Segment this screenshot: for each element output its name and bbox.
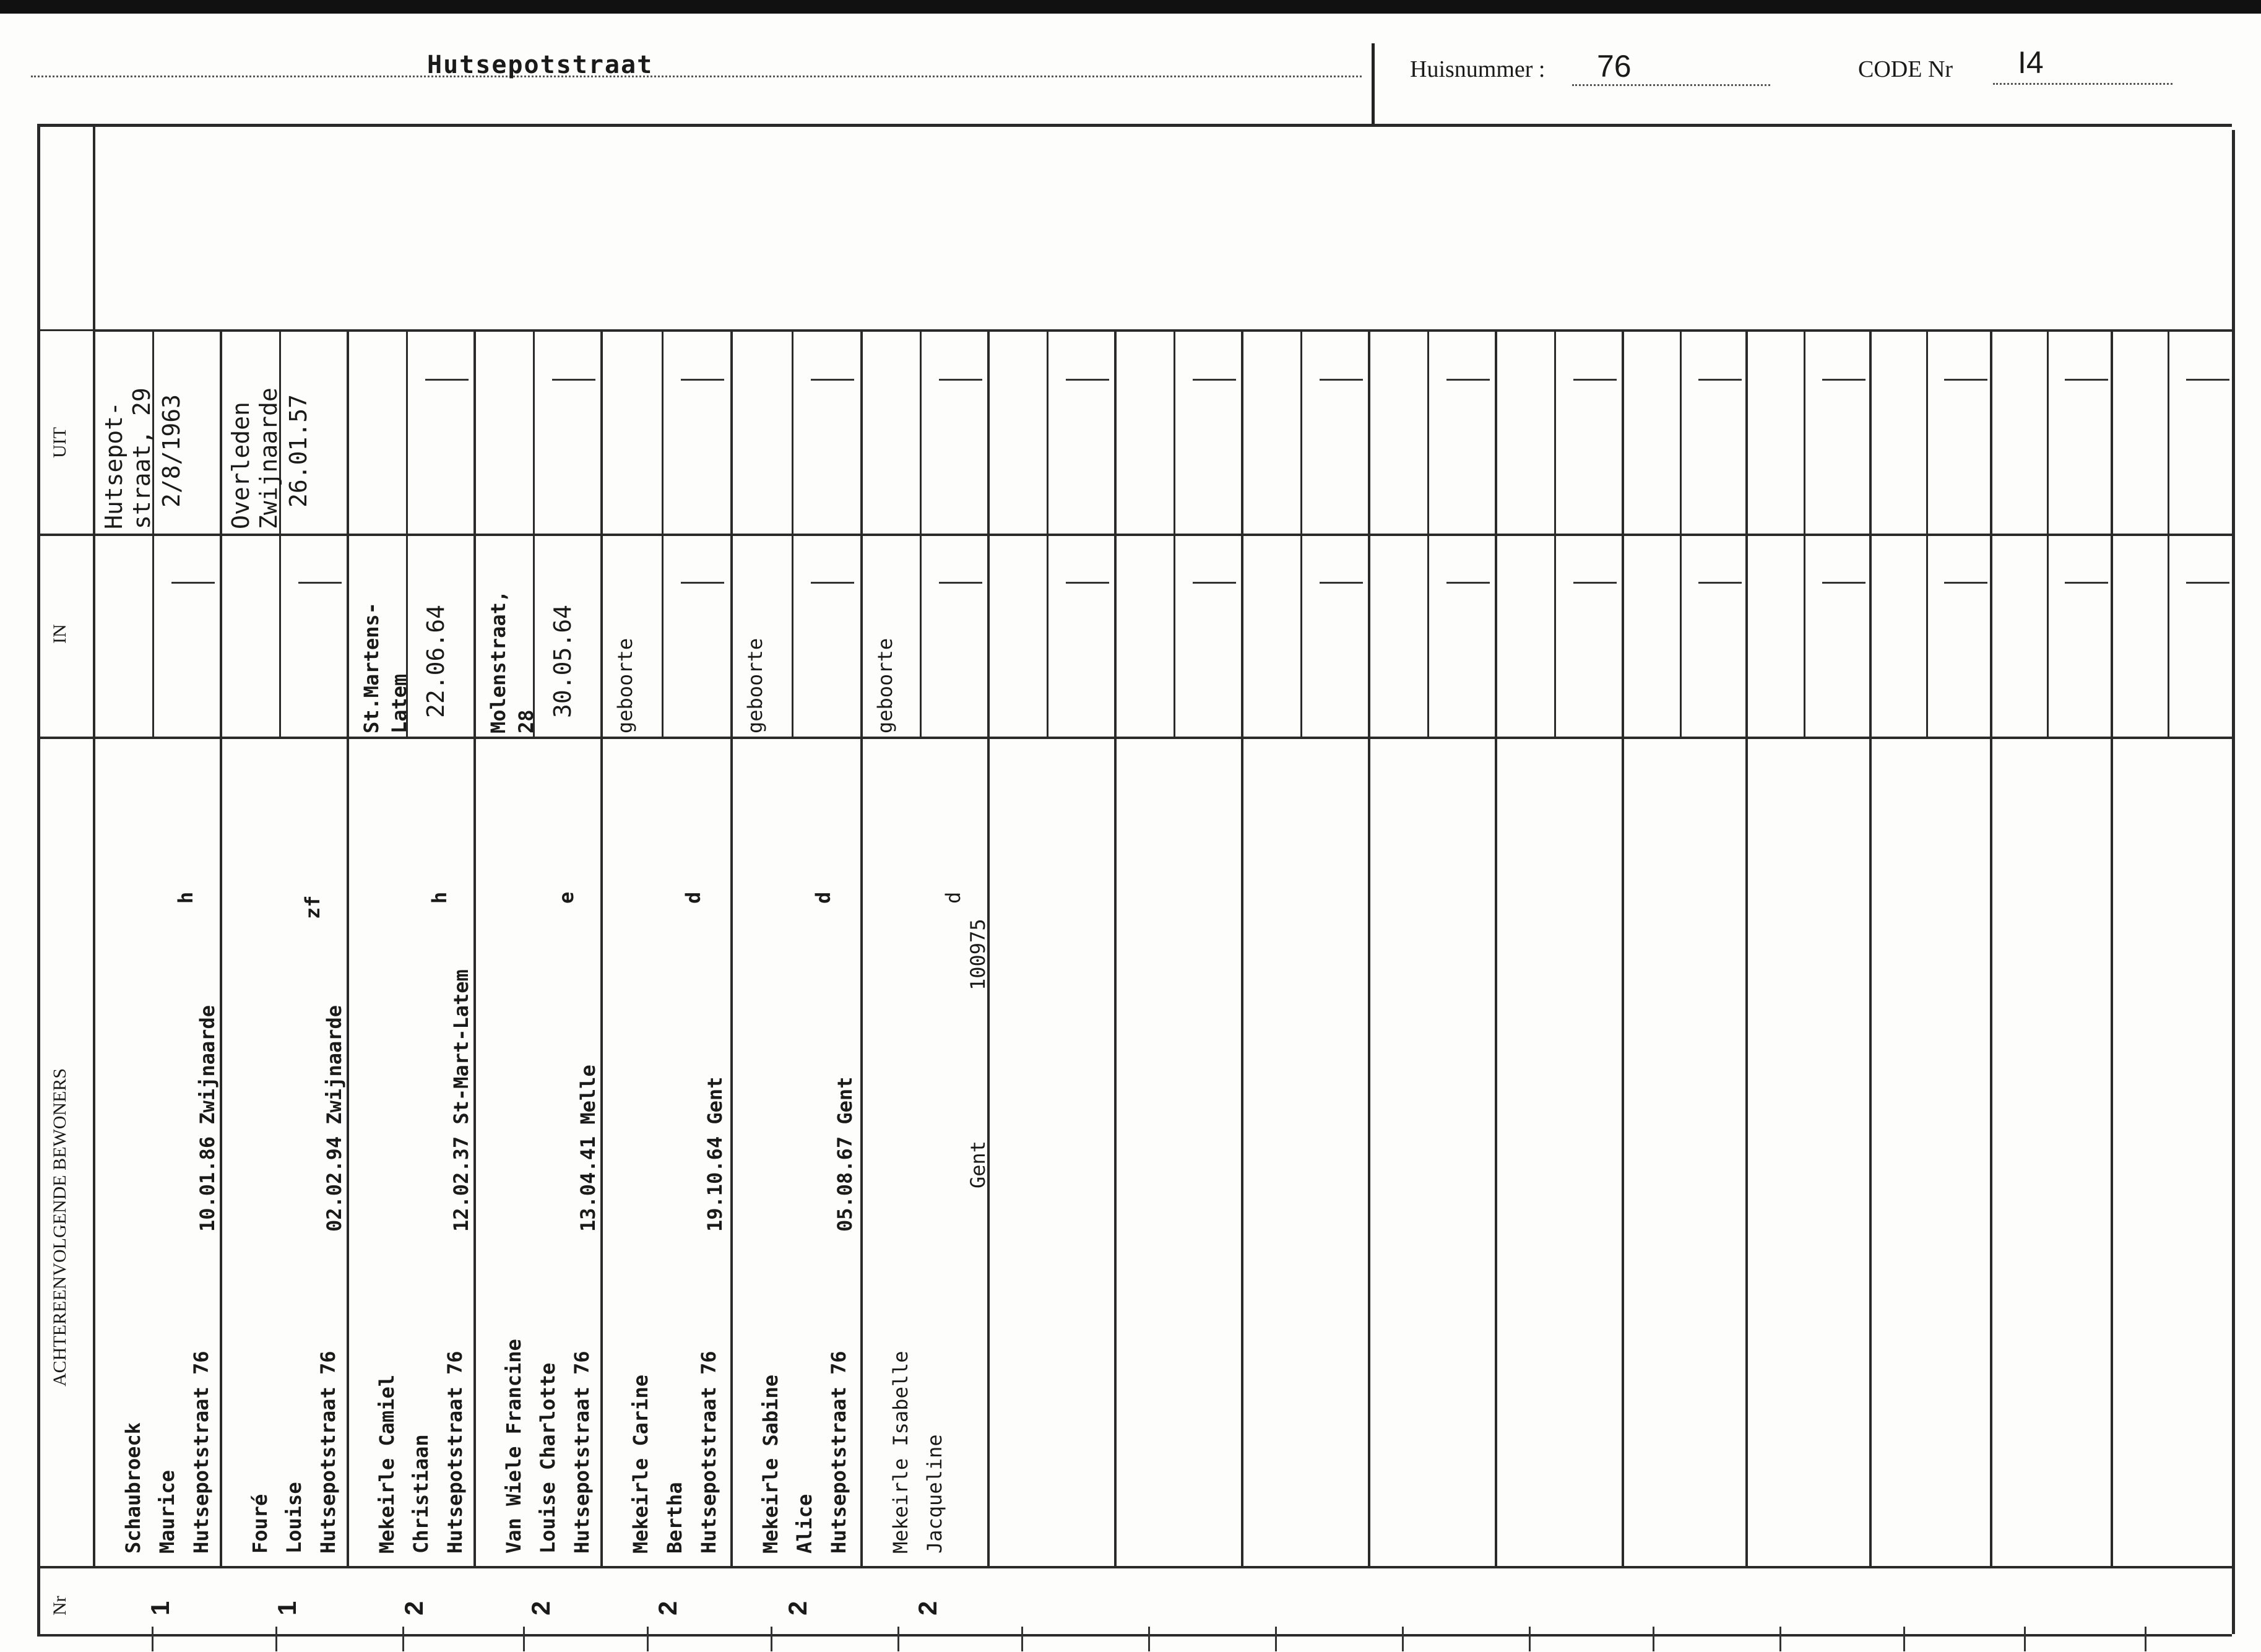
- bottom-tick: [2145, 1627, 2146, 1651]
- header-divider: [1372, 43, 1375, 124]
- bottom-tick: [1275, 1627, 1277, 1651]
- empty-cell-dash: [1066, 582, 1109, 584]
- resident-code: zf: [301, 895, 324, 919]
- resident-code: h: [174, 891, 197, 904]
- uit-date: 2/8/1963: [158, 394, 185, 508]
- frame-right: [2232, 130, 2235, 1634]
- frame-left: [37, 124, 40, 1634]
- bottom-tick: [1148, 1627, 1150, 1651]
- divider-top-uit-left: [37, 329, 93, 331]
- label-col-divider: [93, 124, 95, 1566]
- resident-name-line: Mekeirle Isabelle: [889, 1351, 912, 1554]
- label-in: IN: [50, 624, 70, 644]
- empty-cell-dash: [1066, 379, 1109, 381]
- sub-column-divider: [1174, 329, 1175, 737]
- bottom-tick: [897, 1627, 899, 1651]
- empty-cell-dash: [552, 379, 595, 381]
- sub-column-divider: [1804, 329, 1805, 737]
- column-divider: [1622, 329, 1624, 1567]
- column-divider: [860, 329, 863, 1567]
- resident-name-line: Maurice: [155, 1470, 179, 1554]
- empty-cell-dash: [1573, 379, 1617, 381]
- in-place-line: geboorte: [743, 638, 767, 733]
- empty-cell-dash: [681, 379, 724, 381]
- frame-top: [37, 124, 2232, 127]
- column-divider: [1869, 329, 1872, 1567]
- empty-cell-dash: [1944, 582, 1987, 584]
- divider-uit-in: [37, 534, 2232, 536]
- resident-birth-date: 100975: [966, 919, 990, 990]
- resident-name-line: Christiaan: [409, 1434, 433, 1554]
- street-dotted-line: [31, 76, 1362, 77]
- resident-name-line: Hutsepotstraat 76: [570, 1351, 594, 1554]
- column-divider: [730, 329, 733, 1567]
- column-divider: [1495, 329, 1497, 1567]
- bottom-tick: [402, 1627, 404, 1651]
- sub-column-divider: [1680, 329, 1682, 737]
- code-value: I4: [2018, 45, 2044, 80]
- resident-birth: 19.10.64 Gent: [703, 1076, 727, 1232]
- empty-cell-dash: [2186, 379, 2229, 381]
- bottom-tick: [275, 1627, 277, 1651]
- huisnummer-dotted-line: [1572, 84, 1770, 86]
- uit-place-line: straat, 29: [128, 387, 155, 529]
- sub-column-divider: [2047, 329, 2049, 737]
- empty-cell-dash: [1193, 379, 1236, 381]
- label-nr: Nr: [50, 1596, 70, 1615]
- resident-name-line: Mekeirle Sabine: [759, 1375, 782, 1554]
- sub-column-divider: [533, 329, 535, 737]
- resident-name-line: Hutsepotstraat 76: [316, 1351, 340, 1554]
- sub-column-divider: [662, 329, 664, 737]
- resident-nr: 2: [783, 1601, 812, 1615]
- in-place-line: geboorte: [873, 638, 897, 733]
- huisnummer-label: Huisnummer :: [1410, 56, 1546, 82]
- resident-birth: 10.01.86 Zwijnaarde: [196, 1005, 219, 1232]
- in-place-line: geboorte: [613, 638, 637, 733]
- bottom-tick: [1402, 1627, 1404, 1651]
- uit-place-line: Zwijnaarde: [255, 387, 282, 529]
- bottom-tick: [1653, 1627, 1654, 1651]
- label-bewoners: ACHTEREENVOLGENDE BEWONERS: [50, 1068, 70, 1386]
- bottom-tick: [1021, 1627, 1023, 1651]
- resident-nr: 1: [272, 1601, 301, 1615]
- uit-place-line: Overleden: [227, 402, 254, 529]
- divider-in-bewoners: [37, 737, 2232, 739]
- code-dotted-line: [1993, 83, 2172, 85]
- label-uit: UIT: [50, 427, 70, 458]
- sub-column-divider: [792, 329, 793, 737]
- resident-name-line: Hutsepotstraat 76: [827, 1351, 850, 1554]
- empty-cell-dash: [2065, 582, 2108, 584]
- bottom-tick: [1779, 1627, 1781, 1651]
- resident-name-line: Hutsepotstraat 76: [443, 1351, 467, 1554]
- resident-name-line: Bertha: [663, 1482, 686, 1554]
- resident-name-line: Hutsepotstraat 76: [189, 1351, 213, 1554]
- sub-column-divider: [920, 329, 922, 737]
- bottom-tick: [2024, 1627, 2026, 1651]
- in-place-line: St.Martens-: [360, 602, 383, 733]
- sub-column-divider: [1047, 329, 1048, 737]
- column-divider: [1114, 329, 1117, 1567]
- empty-cell-dash: [1944, 379, 1987, 381]
- empty-cell-dash: [1698, 582, 1742, 584]
- bottom-tick: [1529, 1627, 1531, 1651]
- in-place-line: 28: [514, 709, 538, 733]
- resident-birth: 05.08.67 Gent: [833, 1076, 857, 1232]
- empty-cell-dash: [1822, 582, 1865, 584]
- resident-code: d: [681, 891, 705, 904]
- empty-cell-dash: [1698, 379, 1742, 381]
- resident-name-line: Fouré: [248, 1494, 272, 1554]
- empty-cell-dash: [1446, 379, 1490, 381]
- in-place-line: Molenstraat,: [486, 590, 510, 733]
- empty-cell-dash: [2186, 582, 2229, 584]
- sub-column-divider: [1926, 329, 1928, 737]
- column-divider: [600, 329, 603, 1567]
- resident-code: d: [941, 891, 965, 904]
- empty-cell-dash: [939, 379, 982, 381]
- bottom-tick: [523, 1627, 525, 1651]
- column-divider: [1990, 329, 1992, 1567]
- empty-cell-dash: [171, 582, 215, 584]
- bottom-tick: [647, 1627, 649, 1651]
- empty-cell-dash: [1193, 582, 1236, 584]
- sub-column-divider: [1300, 329, 1302, 737]
- sub-column-divider: [1427, 329, 1429, 737]
- resident-birth: Gent: [966, 1140, 990, 1188]
- resident-code: d: [811, 891, 835, 904]
- top-edge-bar: [0, 0, 2261, 14]
- resident-nr: 2: [913, 1601, 942, 1615]
- column-divider: [1241, 329, 1243, 1567]
- resident-name-line: Van Wiele Francine: [502, 1339, 525, 1554]
- column-divider: [473, 329, 476, 1567]
- column-divider: [1368, 329, 1370, 1567]
- column-divider: [347, 329, 349, 1567]
- resident-code: e: [555, 891, 578, 904]
- sub-column-divider: [1554, 329, 1556, 737]
- resident-name-line: Schaubroeck: [121, 1422, 145, 1554]
- resident-birth: 02.02.94 Zwijnaarde: [322, 1005, 346, 1232]
- street-name: Hutsepotstraat: [427, 51, 654, 79]
- bottom-tick: [1903, 1627, 1905, 1651]
- resident-nr: 1: [145, 1601, 175, 1615]
- column-divider: [1745, 329, 1748, 1567]
- empty-cell-dash: [939, 582, 982, 584]
- code-label: CODE Nr: [1858, 56, 1953, 82]
- uit-place-line: Hutsepot-: [100, 402, 128, 529]
- empty-cell-dash: [811, 379, 854, 381]
- empty-cell-dash: [425, 379, 469, 381]
- empty-cell-dash: [1320, 379, 1363, 381]
- column-divider: [220, 329, 222, 1567]
- empty-cell-dash: [1573, 582, 1617, 584]
- bottom-tick: [771, 1627, 772, 1651]
- in-date: 30.05.64: [549, 604, 576, 718]
- bottom-tick: [152, 1627, 153, 1651]
- empty-cell-dash: [1320, 582, 1363, 584]
- resident-birth: 12.02.37 St-Mart-Latem: [449, 969, 473, 1232]
- resident-name-line: Mekeirle Camiel: [375, 1375, 399, 1554]
- empty-cell-dash: [1822, 379, 1865, 381]
- resident-birth: 13.04.41 Melle: [576, 1065, 600, 1232]
- resident-code: h: [428, 891, 451, 904]
- empty-cell-dash: [1446, 582, 1490, 584]
- resident-nr: 2: [399, 1601, 428, 1615]
- divider-top-uit: [93, 329, 2232, 332]
- resident-nr: 2: [526, 1601, 555, 1615]
- in-place-line: Latem: [387, 673, 411, 733]
- resident-name-line: Jacqueline: [923, 1434, 946, 1554]
- resident-name-line: Mekeirle Carine: [629, 1375, 652, 1554]
- resident-name-line: Louise: [282, 1482, 306, 1554]
- empty-cell-dash: [681, 582, 724, 584]
- resident-name-line: Alice: [793, 1494, 816, 1554]
- empty-cell-dash: [811, 582, 854, 584]
- sub-column-divider: [2168, 329, 2169, 737]
- huisnummer-value: 76: [1597, 49, 1632, 84]
- resident-name-line: Louise Charlotte: [536, 1362, 560, 1554]
- column-divider: [2111, 329, 2113, 1567]
- resident-nr: 2: [653, 1601, 682, 1615]
- divider-bewoners-nr: [37, 1566, 2232, 1568]
- empty-cell-dash: [298, 582, 342, 584]
- empty-cell-dash: [2065, 379, 2108, 381]
- in-date: 22.06.64: [422, 604, 449, 718]
- resident-name-line: Hutsepotstraat 76: [697, 1351, 720, 1554]
- uit-date: 26.01.57: [285, 394, 312, 508]
